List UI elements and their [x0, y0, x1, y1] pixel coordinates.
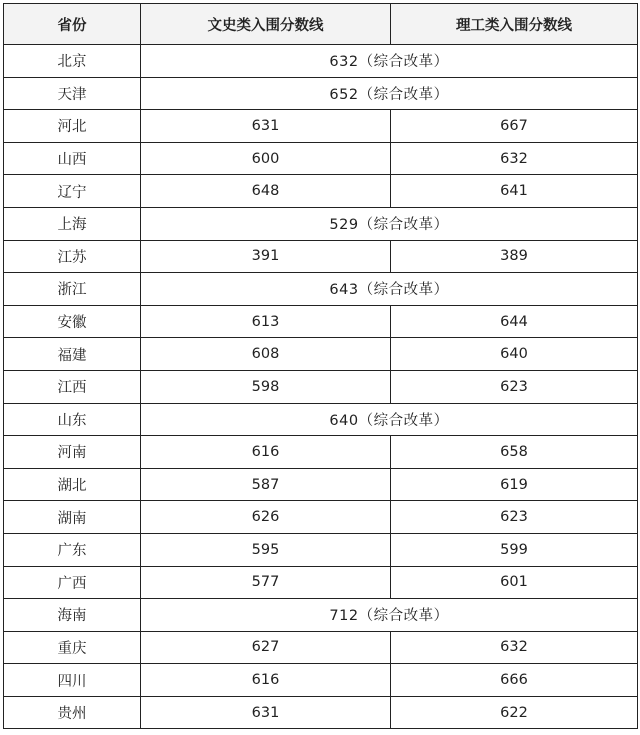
province-cell: 湖北 — [4, 468, 141, 501]
science-score-cell: 599 — [391, 533, 638, 566]
province-cell: 广东 — [4, 533, 141, 566]
table-row — [4, 110, 638, 143]
arts-score-cell: 627 — [141, 631, 391, 664]
province-cell: 江西 — [4, 370, 141, 403]
arts-score-cell: 613 — [141, 305, 391, 338]
table-row — [4, 631, 638, 664]
arts-score-cell: 600 — [141, 142, 391, 175]
science-score-cell: 389 — [391, 240, 638, 273]
combined-score-cell: 632（综合改革） — [141, 45, 638, 78]
province-cell: 河北 — [4, 110, 141, 143]
arts-score-cell: 631 — [141, 696, 391, 729]
table-row — [4, 45, 638, 78]
science-score-cell: 623 — [391, 370, 638, 403]
table-row — [4, 175, 638, 208]
table-row — [4, 468, 638, 501]
table-row — [4, 501, 638, 534]
table-row — [4, 436, 638, 469]
science-score-cell: 667 — [391, 110, 638, 143]
province-cell: 广西 — [4, 566, 141, 599]
arts-score-cell: 648 — [141, 175, 391, 208]
arts-score-cell: 616 — [141, 664, 391, 697]
table-row — [4, 696, 638, 729]
header-science-score: 理工类入围分数线 — [391, 4, 638, 45]
table-body — [4, 45, 638, 729]
combined-score-cell: 652（综合改革） — [141, 77, 638, 110]
province-cell: 山东 — [4, 403, 141, 436]
header-arts-score: 文史类入围分数线 — [141, 4, 391, 45]
province-cell: 四川 — [4, 664, 141, 697]
table-row — [4, 338, 638, 371]
province-cell: 上海 — [4, 207, 141, 240]
combined-score-cell: 640（综合改革） — [141, 403, 638, 436]
province-cell: 浙江 — [4, 273, 141, 306]
science-score-cell: 601 — [391, 566, 638, 599]
science-score-cell: 632 — [391, 631, 638, 664]
science-score-cell: 622 — [391, 696, 638, 729]
province-cell: 河南 — [4, 436, 141, 469]
arts-score-cell: 595 — [141, 533, 391, 566]
province-cell: 贵州 — [4, 696, 141, 729]
table-header — [4, 4, 638, 45]
table-row — [4, 273, 638, 306]
table-row — [4, 207, 638, 240]
arts-score-cell: 631 — [141, 110, 391, 143]
science-score-cell: 644 — [391, 305, 638, 338]
score-table — [3, 3, 638, 729]
province-cell: 辽宁 — [4, 175, 141, 208]
province-cell: 福建 — [4, 338, 141, 371]
province-cell: 北京 — [4, 45, 141, 78]
header-province: 省份 — [4, 4, 141, 45]
province-cell: 安徽 — [4, 305, 141, 338]
province-cell: 重庆 — [4, 631, 141, 664]
province-cell: 海南 — [4, 599, 141, 632]
combined-score-cell: 712（综合改革） — [141, 599, 638, 632]
table-row — [4, 240, 638, 273]
province-cell: 天津 — [4, 77, 141, 110]
arts-score-cell: 616 — [141, 436, 391, 469]
table-row — [4, 664, 638, 697]
province-cell: 江苏 — [4, 240, 141, 273]
table-row — [4, 142, 638, 175]
table-row — [4, 599, 638, 632]
science-score-cell: 623 — [391, 501, 638, 534]
arts-score-cell: 608 — [141, 338, 391, 371]
arts-score-cell: 391 — [141, 240, 391, 273]
arts-score-cell: 626 — [141, 501, 391, 534]
arts-score-cell: 598 — [141, 370, 391, 403]
province-cell: 湖南 — [4, 501, 141, 534]
science-score-cell: 619 — [391, 468, 638, 501]
combined-score-cell: 643（综合改革） — [141, 273, 638, 306]
province-cell: 山西 — [4, 142, 141, 175]
table-row — [4, 533, 638, 566]
science-score-cell: 658 — [391, 436, 638, 469]
arts-score-cell: 587 — [141, 468, 391, 501]
header-row — [4, 4, 638, 45]
science-score-cell: 640 — [391, 338, 638, 371]
combined-score-cell: 529（综合改革） — [141, 207, 638, 240]
table-row — [4, 77, 638, 110]
arts-score-cell: 577 — [141, 566, 391, 599]
table-row — [4, 403, 638, 436]
table-row — [4, 566, 638, 599]
table-row — [4, 370, 638, 403]
science-score-cell: 641 — [391, 175, 638, 208]
table-row — [4, 305, 638, 338]
science-score-cell: 632 — [391, 142, 638, 175]
science-score-cell: 666 — [391, 664, 638, 697]
